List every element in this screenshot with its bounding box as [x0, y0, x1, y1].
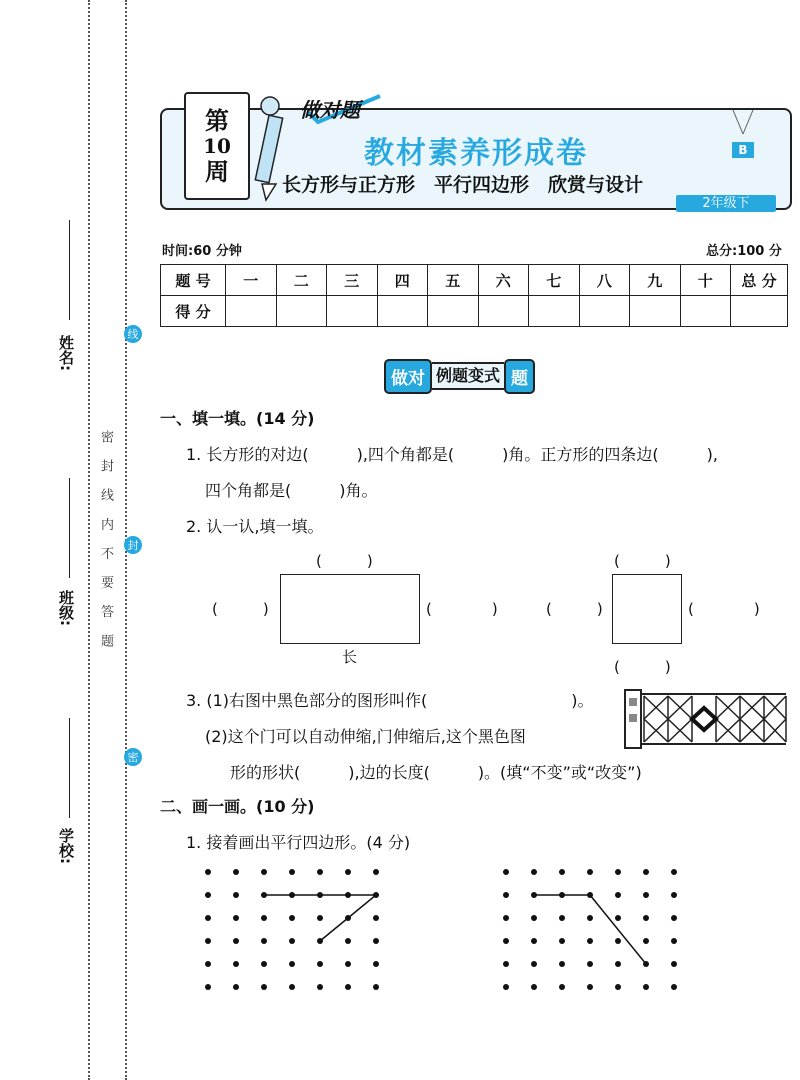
rect-top-blank[interactable]: ( ): [316, 552, 373, 570]
header-cell: 八: [579, 265, 630, 296]
name-label: 姓名:: [57, 335, 75, 371]
header-cell: 三: [327, 265, 378, 296]
seal-mark-secret: 密: [124, 748, 142, 766]
square-top-blank[interactable]: ( ): [614, 552, 671, 570]
section-2-question-1: 1. 接着画出平行四边形。(4 分): [186, 833, 411, 852]
score-table-header-row: [161, 265, 788, 296]
time-limit: 时间:60 分钟: [162, 244, 242, 259]
week-char-2: 周: [205, 157, 229, 186]
square-figure: [612, 574, 682, 644]
header-cell: 题 号: [161, 265, 226, 296]
question-3-line-3: 形的形状( ),边的长度( )。(填“不变”或“改变”): [230, 763, 642, 782]
question-1-line-1: 1. 长方形的对边( ),四个角都是( )角。正方形的四条边( ),: [186, 445, 718, 464]
version-badge: B: [732, 142, 754, 158]
rect-length-label: 长: [342, 648, 358, 666]
name-field-line[interactable]: [69, 220, 70, 320]
week-char-1: 第: [205, 106, 229, 135]
retractable-gate-image: [624, 688, 788, 752]
rect-right-blank[interactable]: ( ): [426, 600, 498, 618]
header-cell: 六: [478, 265, 529, 296]
seal-mark-seal: 封: [124, 536, 142, 554]
hanging-tag-icon: [728, 110, 758, 146]
section-banner: [384, 360, 564, 392]
total-score: 总分:100 分: [706, 244, 782, 259]
score-cell[interactable]: [478, 296, 529, 327]
question-3-line-1: 3. (1)右图中黑色部分的图形叫作( )。: [186, 691, 594, 710]
banner-left: 做对: [384, 359, 432, 394]
score-cell[interactable]: [276, 296, 327, 327]
class-field-line[interactable]: [69, 478, 70, 578]
score-cell[interactable]: [327, 296, 378, 327]
header-cell: 二: [276, 265, 327, 296]
brand-label: 做对题: [300, 98, 360, 122]
banner-middle: 例题变式: [432, 362, 504, 390]
header-cell: 一: [226, 265, 277, 296]
school-label: 学校:: [57, 828, 75, 864]
score-cell[interactable]: [579, 296, 630, 327]
section-2-heading: 二、画一画。(10 分): [160, 797, 315, 816]
square-right-blank[interactable]: ( ): [688, 600, 760, 618]
header-cell: 五: [428, 265, 479, 296]
score-cell[interactable]: [377, 296, 428, 327]
rect-left-blank[interactable]: ( ): [212, 600, 269, 618]
score-cell[interactable]: [226, 296, 277, 327]
score-table: [160, 264, 788, 327]
margin-dotted-line-outer: [88, 0, 90, 1080]
rectangle-figure: [280, 574, 420, 644]
dot-grid-left[interactable]: [196, 860, 396, 1000]
square-bottom-blank[interactable]: ( ): [614, 658, 671, 676]
banner-right: 题: [504, 359, 535, 394]
header-cell: 十: [680, 265, 731, 296]
dot-grid-right[interactable]: [494, 860, 694, 1000]
score-cell[interactable]: [731, 296, 788, 327]
score-table-score-row: [161, 296, 788, 327]
question-3-line-2: (2)这个门可以自动伸缩,门伸缩后,这个黑色图: [205, 727, 526, 746]
grade-tag: 2年级下: [676, 195, 776, 212]
week-badge: [184, 92, 250, 200]
page-subtitle: 长方形与正方形 平行四边形 欣赏与设计: [282, 174, 644, 196]
page-title: 教材素养形成卷: [364, 136, 588, 171]
class-label: 班级:: [57, 590, 75, 626]
seal-mark-line: 线: [124, 325, 142, 343]
score-cell[interactable]: [680, 296, 731, 327]
square-left-blank[interactable]: ( ): [546, 600, 603, 618]
question-1-line-2: 四个角都是( )角。: [205, 481, 378, 500]
header-cell: 四: [377, 265, 428, 296]
score-cell[interactable]: [428, 296, 479, 327]
header-cell: 七: [529, 265, 580, 296]
school-field-line[interactable]: [69, 718, 70, 818]
header-cell: 总 分: [731, 265, 788, 296]
score-cell[interactable]: [630, 296, 681, 327]
week-number: 10: [203, 134, 231, 158]
question-2: 2. 认一认,填一填。: [186, 517, 324, 536]
section-1-heading: 一、填一填。(14 分): [160, 409, 315, 428]
seal-instruction: 密 封 线 内 不 要 答 题: [98, 430, 113, 653]
score-row-label: 得 分: [161, 296, 226, 327]
score-cell[interactable]: [529, 296, 580, 327]
header-cell: 九: [630, 265, 681, 296]
